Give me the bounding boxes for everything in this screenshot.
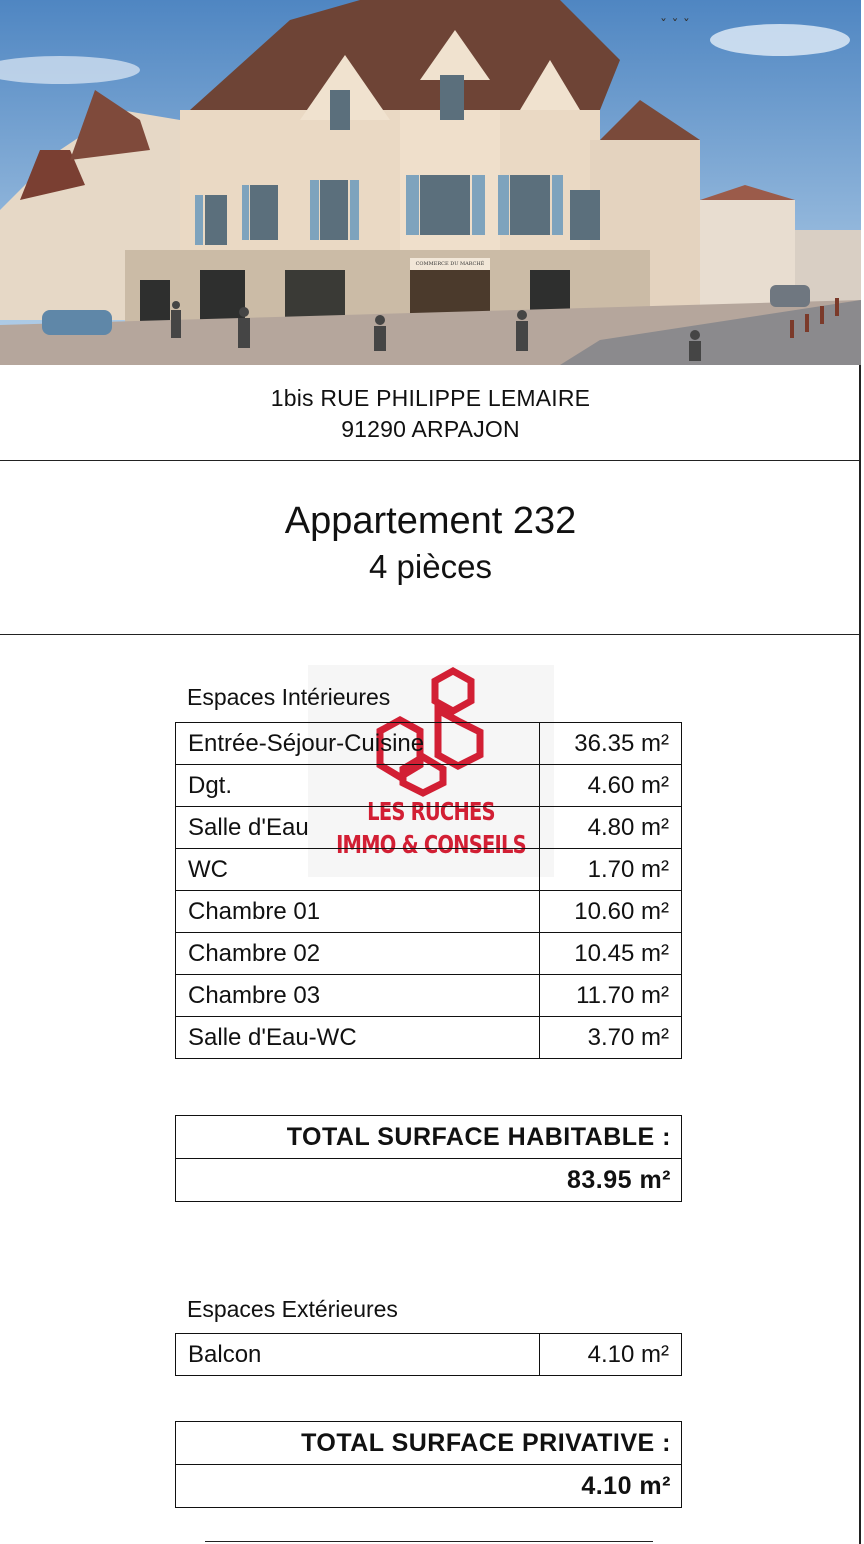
room-area: 3.70 m²: [539, 1017, 681, 1059]
room-area: 11.70 m²: [539, 975, 681, 1017]
interior-section-label: Espaces Intérieures: [187, 684, 391, 710]
room-area: 10.45 m²: [539, 933, 681, 975]
table-row: [176, 891, 682, 933]
room-name: Entrée-Séjour-Cuisine: [176, 723, 540, 765]
table-row: [176, 723, 682, 765]
total-habitable-value: 83.95 m²: [176, 1158, 681, 1201]
divider: [0, 634, 861, 635]
hero-building-image: [0, 0, 861, 365]
total-privative-box: [175, 1421, 682, 1508]
table-row: [176, 765, 682, 807]
table-row: [176, 849, 682, 891]
table-row: [176, 975, 682, 1017]
room-name: Chambre 03: [176, 975, 540, 1017]
apartment-title: Appartement 232: [284, 500, 577, 542]
room-name: Balcon: [176, 1334, 540, 1376]
table-row: [176, 1334, 682, 1376]
apartment-rooms-count: 4 pièces: [369, 548, 492, 585]
room-area: 4.80 m²: [539, 807, 681, 849]
total-privative-value: 4.10 m²: [176, 1464, 681, 1507]
room-area: 4.10 m²: [539, 1334, 681, 1376]
total-privative-label: TOTAL SURFACE PRIVATIVE :: [301, 1429, 671, 1457]
address-street: 1bis RUE PHILIPPE LEMAIRE: [270, 385, 591, 411]
table-row: [176, 1017, 682, 1059]
room-name: Chambre 02: [176, 933, 540, 975]
room-name: Salle d'Eau: [176, 807, 540, 849]
room-name: Chambre 01: [176, 891, 540, 933]
room-area: 36.35 m²: [539, 723, 681, 765]
total-habitable-box: [175, 1115, 682, 1202]
room-name: Dgt.: [176, 765, 540, 807]
room-name: WC: [176, 849, 540, 891]
exterior-section-label: Espaces Extérieures: [187, 1296, 398, 1322]
logo-text-line2: IMMO & CONSEILS: [336, 830, 526, 859]
exterior-rooms-table: [175, 1333, 682, 1376]
divider: [0, 460, 861, 461]
room-name: Salle d'Eau-WC: [176, 1017, 540, 1059]
storefront-sign: COMMERCE DU MARCHÉ: [415, 261, 485, 267]
logo-text-line1: LES RUCHES: [367, 797, 495, 826]
svg-text:ˇ ˇ ˇ: ˇ ˇ ˇ: [660, 18, 690, 34]
room-area: 10.60 m²: [539, 891, 681, 933]
table-row: [176, 807, 682, 849]
table-row: [176, 933, 682, 975]
bottom-divider: [205, 1541, 653, 1542]
room-area: 4.60 m²: [539, 765, 681, 807]
address-city: 91290 ARPAJON: [341, 416, 520, 442]
interior-rooms-table: [175, 722, 682, 1059]
total-habitable-label: TOTAL SURFACE HABITABLE :: [286, 1123, 671, 1151]
room-area: 1.70 m²: [539, 849, 681, 891]
